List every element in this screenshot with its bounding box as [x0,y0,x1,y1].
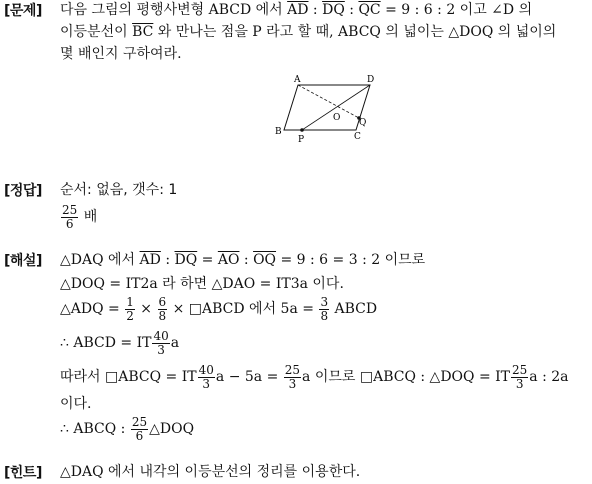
expl-3-f1d: 2 [126,308,134,323]
expl-1-sep1: : [160,252,175,268]
expl-1-ao: $\overline{AO}$ [217,252,240,268]
expl-4-b: a [170,335,180,351]
hint-text: △DAQ 에서 내각의 이등분선의 정리를 이용한다. [60,464,361,480]
segment-AQ [298,85,359,118]
expl-4-frac [152,330,169,357]
answer-fraction [61,204,78,231]
label-A: A [294,75,301,85]
parallelogram-figure [0,0,592,150]
expl-3-f2n: 6 [158,294,167,309]
hint-line [60,462,360,482]
expl-1-oq: $\overline{OQ}$ [253,252,277,268]
problem-section [0,0,592,150]
answer-line-2 [60,200,97,234]
answer-tag: [정답] [4,183,42,199]
expl-7-fn: 25 [131,414,148,429]
explanation-line-3 [60,292,377,326]
expl-3-c: ABCD [330,301,378,317]
answer-suffix: 배 [83,209,98,225]
explanation-line-5 [60,360,569,394]
explanation-line-6 [60,394,92,414]
problem-text-1: 다음 그림의 평행사변형 ABCD 에서 $\overline{AD}$ : $\overline{DQ}$ : $\overline{QC} = 9$ : 6 : 2 이고 ∠D 의 [60,2,533,18]
expl-1-sep2: : [239,252,254,268]
expl-5-a: 따라서 □ABCQ = IT [60,369,197,385]
explanation-line-2 [60,274,344,294]
answer-section [0,180,592,235]
expl-7-frac [131,416,148,443]
expl-4-a: ∴ ABCD = IT [60,335,152,351]
hint-section [0,462,592,484]
expl-7-b: △DOQ [149,421,195,437]
expl-1-ad: $\overline{AD}$ [139,252,161,268]
problem-text-3: 몇 배인지 구하여라. [60,46,182,62]
expl-5-frac1 [198,364,215,391]
expl-1-eq: = [197,252,218,268]
expl-5-f2d: 3 [288,376,297,391]
label-B: B [275,127,282,137]
expl-4-fd: 3 [157,342,165,357]
expl-5-b: a − 5a = [215,369,283,385]
expl-3-f1n: 1 [126,294,134,309]
answer-order-count: 순서: 없음, 갯수: 1 [60,182,178,198]
problem-tag: [문제] [4,3,42,19]
expl-5-f3d: 3 [515,376,524,391]
explanation-line-1 [60,250,425,270]
expl-5-f3n: 25 [512,362,528,377]
expl-3-frac2 [158,296,168,323]
explanation-line-7 [60,412,194,446]
expl-1-dq: $\overline{DQ}$ [174,252,198,268]
label-P: P [298,135,305,145]
expl-1-tail: = 9 : 6 = 3 : 2 이므로 [276,252,426,268]
label-O: O [333,113,341,123]
explanation-tag: [해설] [4,253,42,269]
expl-3-frac1 [125,296,135,323]
expl-5-f2n: 25 [284,362,301,377]
expl-3-f3n: 3 [320,294,329,309]
expl-5-c: a 이므로 □ABCQ : △DOQ = IT [302,369,511,385]
expl-5-d: a : 2a [529,369,569,385]
expl-3-b: × □ABCD 에서 5a = [168,301,319,317]
expl-3-f3d: 8 [320,308,329,323]
expl-5-f1n: 40 [198,362,214,377]
label-Q: Q [359,118,367,128]
label-C: C [354,132,361,142]
expl-3-a: △ADQ = [60,301,125,317]
answer-frac-den: 6 [65,216,74,231]
expl-7-fd: 6 [135,428,144,443]
answer-frac-num: 25 [62,202,78,217]
expl-1-a: △DAQ 에서 [60,252,140,268]
point-P [300,128,304,132]
expl-6: 이다. [60,396,92,412]
expl-5-frac3 [511,364,528,391]
explanation-line-4 [60,326,179,360]
expl-5-frac2 [284,364,301,391]
expl-3-f2d: 8 [158,308,167,323]
explanation-section [0,250,592,450]
expl-2: △DOQ = IT2a 라 하면 △DAO = IT3a 이다. [60,276,344,292]
label-D: D [367,75,375,85]
expl-7-a: ∴ ABCQ : [60,421,130,437]
expl-3-frac3 [319,296,329,323]
answer-line-1 [60,180,177,200]
expl-3-x1: × [135,301,157,317]
expl-5-f1d: 3 [202,376,211,391]
problem-text-2: 이등분선이 $\overline{BC}$ 와 만나는 점을 P 라고 할 때, ABCQ 의 넓이는 △DOQ 의 넓이의 [60,24,557,40]
parallelogram-outline [284,85,370,130]
expl-4-fn: 40 [153,328,169,343]
hint-tag: [힌트] [4,465,42,481]
